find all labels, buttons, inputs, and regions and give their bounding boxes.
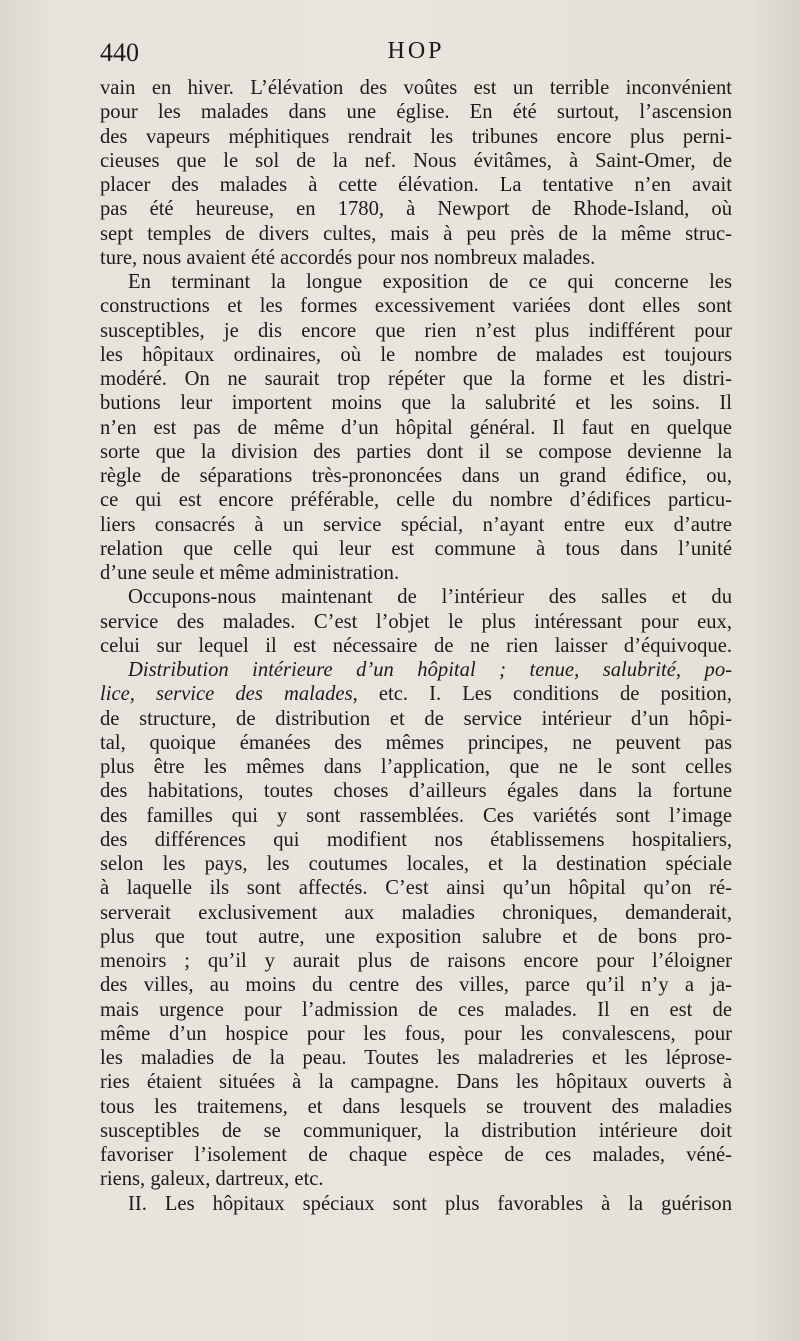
text-run: menoirs ; qu’il y aurait plus de raisons encore pour l’éloigner xyxy=(100,950,732,972)
text-line xyxy=(100,828,732,852)
text-run: susceptibles, je dis encore que rien n’est plus indifférent pour xyxy=(100,319,732,342)
text-run: butions leur importent moins que la salubrité et les soins. Il xyxy=(100,392,732,415)
page-header xyxy=(100,38,732,74)
text-line xyxy=(100,270,732,294)
text-line xyxy=(100,973,732,997)
text-run: d’une seule et même administration. xyxy=(100,562,400,584)
running-head: HOP xyxy=(387,38,445,64)
text-line xyxy=(100,464,732,488)
text-line xyxy=(100,901,732,925)
text-line xyxy=(100,125,732,149)
text-run: plus que tout autre, une exposition salubre et de bons pro- xyxy=(100,925,732,948)
text-run: constructions et les formes excessivement variées dont elles sont xyxy=(100,295,732,318)
text-line xyxy=(100,416,732,440)
text-line xyxy=(100,755,732,779)
text-line xyxy=(100,1119,732,1143)
text-run: plus être les mêmes dans l’application, que ne le sont celles xyxy=(100,756,732,778)
text-run: ries étaient situées à la campagne. Dans les hôpitaux ouverts à xyxy=(100,1071,732,1094)
text-run: tal, quoique émanées des mêmes principes, ne peuvent pas xyxy=(100,731,732,754)
text-line xyxy=(100,634,732,658)
text-run: des villes, au moins du centre des villes, parce qu’il n’y a ja- xyxy=(100,974,732,997)
text-line xyxy=(100,537,732,561)
text-run: ce qui est encore préférable, celle du nombre d’édifices particu- xyxy=(100,489,732,512)
text-run: sept temples de divers cultes, mais à peu près de la même struc- xyxy=(100,222,732,245)
text-line xyxy=(100,1022,732,1046)
text-run: les hôpitaux ordinaires, où le nombre de malades est toujours xyxy=(100,343,732,366)
text-line xyxy=(100,610,732,634)
text-line xyxy=(100,1143,732,1167)
text-run: service des malades. C’est l’objet le plus intéressant pour eux, xyxy=(100,610,732,633)
text-line xyxy=(100,707,732,731)
text-run: liers consacrés à un service spécial, n’ayant entre eux d’autre xyxy=(100,513,732,536)
text-line xyxy=(100,222,732,246)
text-line xyxy=(100,76,732,100)
text-line xyxy=(100,173,732,197)
text-line xyxy=(100,876,732,900)
page-number: 440 xyxy=(100,38,139,67)
text-line xyxy=(100,246,732,270)
text-line xyxy=(100,343,732,367)
text-run: celui sur lequel il est nécessaire de ne rien laisser d’équivoque. xyxy=(100,634,732,657)
text-line xyxy=(100,658,732,682)
text-run: favoriser l’isolement de chaque espèce de ces malades, véné- xyxy=(100,1144,732,1166)
text-run: les maladies de la peau. Toutes les maladreries et les léprose- xyxy=(100,1047,732,1069)
text-line xyxy=(100,197,732,221)
text-run: vain en hiver. L’élévation des voûtes est un terrible inconvénient xyxy=(100,77,732,99)
text-run: placer des malades à cette élévation. La tentative n’en avait xyxy=(100,174,732,196)
text-line xyxy=(100,488,732,512)
text-line xyxy=(100,513,732,537)
text-line xyxy=(100,367,732,391)
text-run: selon les pays, les coutumes locales, et la destination spéciale xyxy=(100,853,732,875)
text-run: n’en est pas de même d’un hôpital général. Il faut en quelque xyxy=(100,416,732,439)
text-line xyxy=(100,949,732,973)
text-run: pour les malades dans une église. En été surtout, l’ascension xyxy=(100,101,732,124)
text-run: ture, nous avaient été accordés pour nos nombreux malades. xyxy=(100,246,596,269)
text-run: des différences qui modifient nos établissemens hospitaliers, xyxy=(100,828,732,851)
text-line xyxy=(100,1095,732,1119)
text-run: modéré. On ne saurait trop répéter que la forme et les distri- xyxy=(100,368,732,390)
text-run: des vapeurs méphitiques rendrait les tribunes encore plus perni- xyxy=(100,125,732,148)
text-line xyxy=(100,440,732,464)
text-run: sorte que la division des parties dont il se compose devienne la xyxy=(100,440,732,463)
text-run: En terminant la longue exposition de ce qui concerne les xyxy=(128,271,732,293)
text-line xyxy=(100,925,732,949)
text-line xyxy=(100,779,732,803)
text-line xyxy=(100,1070,732,1094)
text-run: pas été heureuse, en 1780, à Newport de Rhode-Island, où xyxy=(100,198,732,221)
text-line xyxy=(100,319,732,343)
text-run: des habitations, toutes choses d’ailleurs égales dans la fortune xyxy=(100,780,732,803)
text-line xyxy=(100,852,732,876)
text-line xyxy=(100,1192,732,1216)
text-run: relation que celle qui leur est commune à tous dans l’unité xyxy=(100,537,732,560)
text-line xyxy=(100,100,732,124)
text-run: II. Les hôpitaux spéciaux sont plus favorables à la guérison xyxy=(128,1192,732,1215)
italic-run: Distribution intérieure d’un hôpital ; tenue, salubrité, po- xyxy=(128,659,732,681)
text-run: serverait exclusivement aux maladies chroniques, demanderait, xyxy=(100,901,732,924)
body-text xyxy=(100,76,732,1216)
text-run: tous les traitemens, et dans lesquels se trouvent des maladies xyxy=(100,1095,732,1118)
text-line xyxy=(100,1046,732,1070)
text-line xyxy=(100,731,732,755)
text-run: même d’un hospice pour les fous, pour les convalescens, pour xyxy=(100,1022,732,1045)
text-line xyxy=(100,561,732,585)
text-line xyxy=(100,1167,732,1191)
text-line xyxy=(100,804,732,828)
text-run: à laquelle ils sont affectés. C’est ainsi qu’un hôpital qu’on ré- xyxy=(100,877,732,900)
text-line xyxy=(100,391,732,415)
text-line xyxy=(100,149,732,173)
text-run: susceptibles de se communiquer, la distribution intérieure doit xyxy=(100,1119,732,1142)
text-run: riens, galeux, dartreux, etc. xyxy=(100,1168,324,1191)
text-run: Occupons-nous maintenant de l’intérieur des salles et du xyxy=(128,586,732,609)
text-run: de structure, de distribution et de service intérieur d’un hôpi- xyxy=(100,707,732,730)
text-line xyxy=(100,998,732,1022)
text-run: règle de séparations très-prononcées dans un grand édifice, ou, xyxy=(100,465,732,487)
text-line xyxy=(100,682,732,706)
text-line xyxy=(100,294,732,318)
text-run: , etc. I. Les conditions de position, xyxy=(352,683,732,706)
text-run: des familles qui y sont rassemblées. Ces variétés sont l’image xyxy=(100,804,732,827)
text-run: mais urgence pour l’admission de ces malades. Il en est de xyxy=(100,998,732,1021)
text-run: cieuses que le sol de la nef. Nous évitâmes, à Saint-Omer, de xyxy=(100,149,732,172)
italic-run: lice, service des malades xyxy=(100,683,353,706)
text-line xyxy=(100,585,732,609)
